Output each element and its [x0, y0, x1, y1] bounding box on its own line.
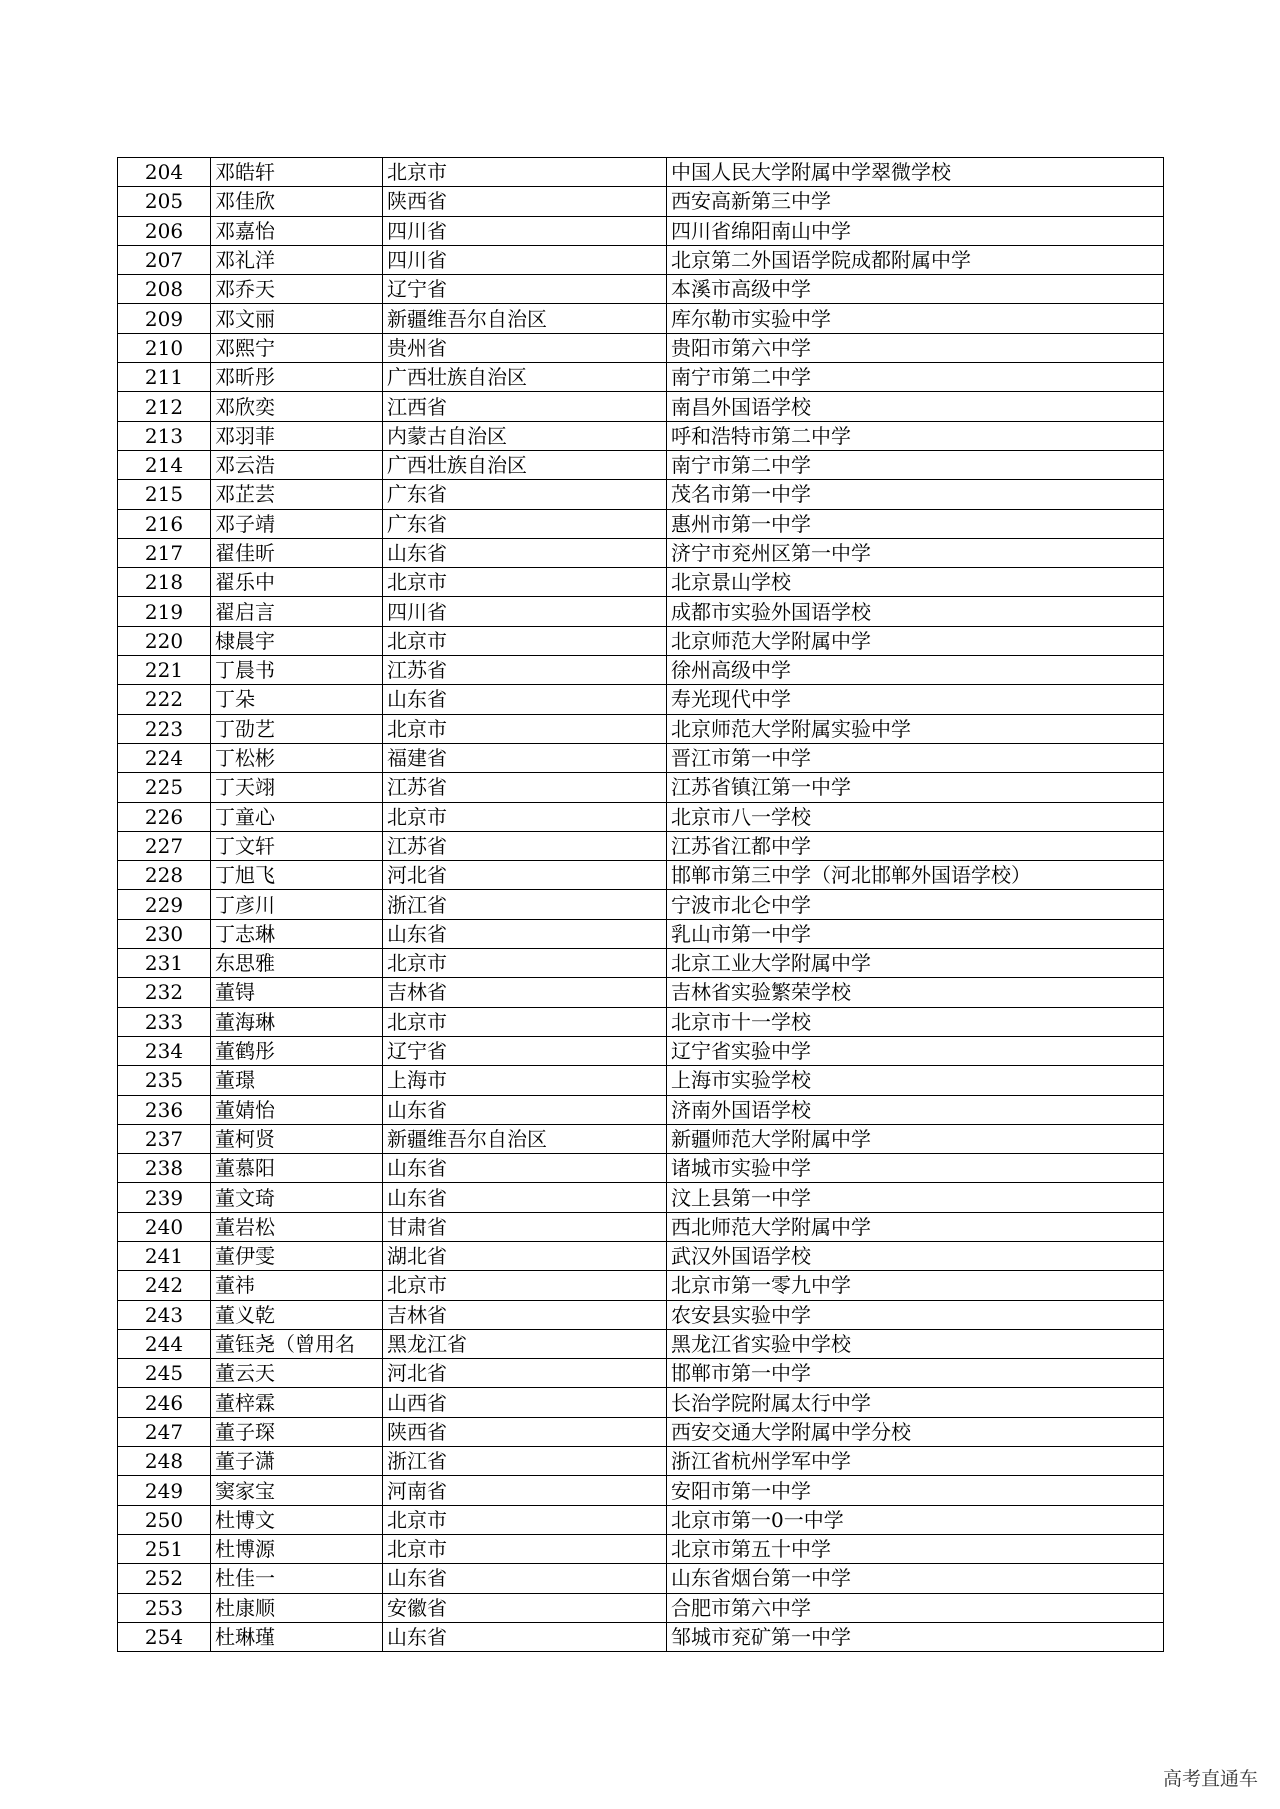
row-number-cell: 218: [118, 568, 211, 597]
row-number-cell: 212: [118, 392, 211, 421]
student-name-cell: 董云天: [211, 1359, 383, 1388]
province-cell: 新疆维吾尔自治区: [383, 1124, 667, 1153]
province-cell: 北京市: [383, 568, 667, 597]
student-name-cell: 董璟: [211, 1066, 383, 1095]
school-name-cell: 本溪市高级中学: [667, 275, 1164, 304]
row-number-cell: 231: [118, 949, 211, 978]
school-name-cell: 江苏省镇江第一中学: [667, 773, 1164, 802]
table-row: [118, 450, 1164, 479]
school-name-cell: 北京市第五十中学: [667, 1534, 1164, 1563]
school-name-cell: 西北师范大学附属中学: [667, 1212, 1164, 1241]
province-cell: 山东省: [383, 685, 667, 714]
row-number-cell: 242: [118, 1271, 211, 1300]
school-name-cell: 西安交通大学附属中学分校: [667, 1417, 1164, 1446]
school-name-cell: 江苏省江都中学: [667, 831, 1164, 860]
province-cell: 福建省: [383, 743, 667, 772]
row-number-cell: 233: [118, 1007, 211, 1036]
row-number-cell: 241: [118, 1241, 211, 1270]
province-cell: 河北省: [383, 1359, 667, 1388]
student-name-cell: 窦家宝: [211, 1476, 383, 1505]
school-name-cell: 上海市实验学校: [667, 1066, 1164, 1095]
student-name-cell: 丁童心: [211, 802, 383, 831]
province-cell: 山西省: [383, 1388, 667, 1417]
student-name-cell: 邓羽菲: [211, 421, 383, 450]
row-number-cell: 205: [118, 187, 211, 216]
row-number-cell: 214: [118, 450, 211, 479]
province-cell: 黑龙江省: [383, 1329, 667, 1358]
student-name-cell: 邓熙宁: [211, 333, 383, 362]
row-number-cell: 232: [118, 978, 211, 1007]
table-row: [118, 802, 1164, 831]
province-cell: 北京市: [383, 1505, 667, 1534]
student-name-cell: 棣晨宇: [211, 626, 383, 655]
school-name-cell: 晋江市第一中学: [667, 743, 1164, 772]
school-name-cell: 北京市第一0一中学: [667, 1505, 1164, 1534]
table-row: [118, 1417, 1164, 1446]
row-number-cell: 251: [118, 1534, 211, 1563]
table-row: [118, 1505, 1164, 1534]
table-row: [118, 304, 1164, 333]
table-row: [118, 1212, 1164, 1241]
row-number-cell: 211: [118, 363, 211, 392]
table-row: [118, 773, 1164, 802]
student-name-cell: 邓子靖: [211, 509, 383, 538]
table-row: [118, 1066, 1164, 1095]
table-row: [118, 919, 1164, 948]
table-row: [118, 392, 1164, 421]
province-cell: 四川省: [383, 245, 667, 274]
student-name-cell: 董伊雯: [211, 1241, 383, 1270]
roster-table-body: [118, 158, 1164, 1652]
table-row: [118, 949, 1164, 978]
student-name-cell: 董子潇: [211, 1447, 383, 1476]
table-row: [118, 1447, 1164, 1476]
province-cell: 四川省: [383, 597, 667, 626]
table-row: [118, 187, 1164, 216]
row-number-cell: 210: [118, 333, 211, 362]
student-name-cell: 董祎: [211, 1271, 383, 1300]
row-number-cell: 207: [118, 245, 211, 274]
student-name-cell: 董锝: [211, 978, 383, 1007]
row-number-cell: 239: [118, 1183, 211, 1212]
row-number-cell: 227: [118, 831, 211, 860]
student-name-cell: 邓云浩: [211, 450, 383, 479]
school-name-cell: 黑龙江省实验中学校: [667, 1329, 1164, 1358]
school-name-cell: 济宁市兖州区第一中学: [667, 538, 1164, 567]
province-cell: 安徽省: [383, 1593, 667, 1622]
table-row: [118, 831, 1164, 860]
student-name-cell: 邓文丽: [211, 304, 383, 333]
province-cell: 山东省: [383, 1564, 667, 1593]
row-number-cell: 215: [118, 480, 211, 509]
row-number-cell: 221: [118, 656, 211, 685]
table-row: [118, 363, 1164, 392]
table-row: [118, 597, 1164, 626]
province-cell: 新疆维吾尔自治区: [383, 304, 667, 333]
school-name-cell: 南宁市第二中学: [667, 363, 1164, 392]
student-name-cell: 邓欣奕: [211, 392, 383, 421]
school-name-cell: 北京市八一学校: [667, 802, 1164, 831]
school-name-cell: 山东省烟台第一中学: [667, 1564, 1164, 1593]
school-name-cell: 北京工业大学附属中学: [667, 949, 1164, 978]
row-number-cell: 222: [118, 685, 211, 714]
row-number-cell: 245: [118, 1359, 211, 1388]
student-name-cell: 邓嘉怡: [211, 216, 383, 245]
province-cell: 北京市: [383, 1271, 667, 1300]
student-name-cell: 杜琳瑾: [211, 1622, 383, 1651]
row-number-cell: 234: [118, 1036, 211, 1065]
student-name-cell: 董婧怡: [211, 1095, 383, 1124]
school-name-cell: 济南外国语学校: [667, 1095, 1164, 1124]
school-name-cell: 吉林省实验繁荣学校: [667, 978, 1164, 1007]
province-cell: 内蒙古自治区: [383, 421, 667, 450]
province-cell: 北京市: [383, 949, 667, 978]
province-cell: 广东省: [383, 509, 667, 538]
province-cell: 浙江省: [383, 1447, 667, 1476]
table-row: [118, 1359, 1164, 1388]
school-name-cell: 四川省绵阳南山中学: [667, 216, 1164, 245]
student-name-cell: 丁旭飞: [211, 861, 383, 890]
row-number-cell: 237: [118, 1124, 211, 1153]
table-row: [118, 538, 1164, 567]
student-name-cell: 丁文轩: [211, 831, 383, 860]
school-name-cell: 茂名市第一中学: [667, 480, 1164, 509]
table-row: [118, 275, 1164, 304]
province-cell: 山东省: [383, 1622, 667, 1651]
school-name-cell: 长治学院附属太行中学: [667, 1388, 1164, 1417]
student-name-cell: 董义乾: [211, 1300, 383, 1329]
table-row: [118, 1622, 1164, 1651]
school-name-cell: 邯郸市第三中学（河北邯郸外国语学校）: [667, 861, 1164, 890]
school-name-cell: 邯郸市第一中学: [667, 1359, 1164, 1388]
table-row: [118, 1593, 1164, 1622]
student-name-cell: 丁志琳: [211, 919, 383, 948]
school-name-cell: 新疆师范大学附属中学: [667, 1124, 1164, 1153]
table-row: [118, 216, 1164, 245]
school-name-cell: 汶上县第一中学: [667, 1183, 1164, 1212]
table-row: [118, 1241, 1164, 1270]
table-row: [118, 480, 1164, 509]
province-cell: 陕西省: [383, 1417, 667, 1446]
row-number-cell: 204: [118, 158, 211, 187]
table-row: [118, 890, 1164, 919]
school-name-cell: 北京第二外国语学院成都附属中学: [667, 245, 1164, 274]
row-number-cell: 253: [118, 1593, 211, 1622]
student-name-cell: 邓芷芸: [211, 480, 383, 509]
row-number-cell: 219: [118, 597, 211, 626]
row-number-cell: 225: [118, 773, 211, 802]
student-name-cell: 董鹤彤: [211, 1036, 383, 1065]
province-cell: 北京市: [383, 1007, 667, 1036]
table-row: [118, 568, 1164, 597]
table-row: [118, 245, 1164, 274]
school-name-cell: 南宁市第二中学: [667, 450, 1164, 479]
province-cell: 山东省: [383, 538, 667, 567]
student-name-cell: 丁彦川: [211, 890, 383, 919]
table-row: [118, 1007, 1164, 1036]
row-number-cell: 226: [118, 802, 211, 831]
table-row: [118, 1271, 1164, 1300]
row-number-cell: 240: [118, 1212, 211, 1241]
student-name-cell: 翟佳昕: [211, 538, 383, 567]
row-number-cell: 229: [118, 890, 211, 919]
table-row: [118, 1300, 1164, 1329]
school-name-cell: 武汉外国语学校: [667, 1241, 1164, 1270]
school-name-cell: 北京市十一学校: [667, 1007, 1164, 1036]
province-cell: 陕西省: [383, 187, 667, 216]
table-row: [118, 626, 1164, 655]
student-name-cell: 丁劭艺: [211, 714, 383, 743]
school-name-cell: 农安县实验中学: [667, 1300, 1164, 1329]
table-row: [118, 714, 1164, 743]
table-row: [118, 1124, 1164, 1153]
school-name-cell: 安阳市第一中学: [667, 1476, 1164, 1505]
province-cell: 辽宁省: [383, 1036, 667, 1065]
school-name-cell: 邹城市兖矿第一中学: [667, 1622, 1164, 1651]
province-cell: 甘肃省: [383, 1212, 667, 1241]
province-cell: 山东省: [383, 1183, 667, 1212]
student-name-cell: 丁松彬: [211, 743, 383, 772]
row-number-cell: 216: [118, 509, 211, 538]
province-cell: 广东省: [383, 480, 667, 509]
table-row: [118, 1154, 1164, 1183]
province-cell: 江苏省: [383, 831, 667, 860]
school-name-cell: 乳山市第一中学: [667, 919, 1164, 948]
school-name-cell: 寿光现代中学: [667, 685, 1164, 714]
student-name-cell: 邓乔天: [211, 275, 383, 304]
school-name-cell: 辽宁省实验中学: [667, 1036, 1164, 1065]
row-number-cell: 230: [118, 919, 211, 948]
row-number-cell: 243: [118, 1300, 211, 1329]
school-name-cell: 库尔勒市实验中学: [667, 304, 1164, 333]
row-number-cell: 247: [118, 1417, 211, 1446]
row-number-cell: 249: [118, 1476, 211, 1505]
student-name-cell: 杜佳一: [211, 1564, 383, 1593]
row-number-cell: 238: [118, 1154, 211, 1183]
student-name-cell: 董柯贤: [211, 1124, 383, 1153]
student-name-cell: 杜康顺: [211, 1593, 383, 1622]
student-name-cell: 邓礼洋: [211, 245, 383, 274]
school-name-cell: 诸城市实验中学: [667, 1154, 1164, 1183]
roster-sheet: [117, 157, 1164, 1652]
province-cell: 山东省: [383, 1095, 667, 1124]
student-name-cell: 董慕阳: [211, 1154, 383, 1183]
student-name-cell: 丁天翊: [211, 773, 383, 802]
school-name-cell: 西安高新第三中学: [667, 187, 1164, 216]
province-cell: 北京市: [383, 802, 667, 831]
row-number-cell: 246: [118, 1388, 211, 1417]
province-cell: 湖北省: [383, 1241, 667, 1270]
student-name-cell: 杜博文: [211, 1505, 383, 1534]
student-name-cell: 东思雅: [211, 949, 383, 978]
table-row: [118, 509, 1164, 538]
province-cell: 江苏省: [383, 773, 667, 802]
school-name-cell: 南昌外国语学校: [667, 392, 1164, 421]
province-cell: 北京市: [383, 626, 667, 655]
student-name-cell: 邓佳欣: [211, 187, 383, 216]
row-number-cell: 248: [118, 1447, 211, 1476]
school-name-cell: 徐州高级中学: [667, 656, 1164, 685]
province-cell: 吉林省: [383, 978, 667, 1007]
school-name-cell: 北京景山学校: [667, 568, 1164, 597]
table-row: [118, 1036, 1164, 1065]
province-cell: 北京市: [383, 1534, 667, 1563]
province-cell: 辽宁省: [383, 275, 667, 304]
row-number-cell: 209: [118, 304, 211, 333]
province-cell: 上海市: [383, 1066, 667, 1095]
row-number-cell: 252: [118, 1564, 211, 1593]
table-row: [118, 1329, 1164, 1358]
school-name-cell: 合肥市第六中学: [667, 1593, 1164, 1622]
table-row: [118, 1388, 1164, 1417]
province-cell: 广西壮族自治区: [383, 450, 667, 479]
province-cell: 山东省: [383, 919, 667, 948]
table-row: [118, 978, 1164, 1007]
row-number-cell: 250: [118, 1505, 211, 1534]
school-name-cell: 北京师范大学附属实验中学: [667, 714, 1164, 743]
row-number-cell: 213: [118, 421, 211, 450]
student-name-cell: 董海琳: [211, 1007, 383, 1036]
school-name-cell: 北京师范大学附属中学: [667, 626, 1164, 655]
roster-table: [117, 157, 1164, 1652]
province-cell: 江西省: [383, 392, 667, 421]
student-name-cell: 董子琛: [211, 1417, 383, 1446]
table-row: [118, 656, 1164, 685]
student-name-cell: 董梓霖: [211, 1388, 383, 1417]
row-number-cell: 223: [118, 714, 211, 743]
student-name-cell: 杜博源: [211, 1534, 383, 1563]
province-cell: 北京市: [383, 714, 667, 743]
row-number-cell: 220: [118, 626, 211, 655]
student-name-cell: 董文琦: [211, 1183, 383, 1212]
table-row: [118, 1534, 1164, 1563]
table-row: [118, 333, 1164, 362]
student-name-cell: 丁晨书: [211, 656, 383, 685]
row-number-cell: 206: [118, 216, 211, 245]
row-number-cell: 217: [118, 538, 211, 567]
province-cell: 吉林省: [383, 1300, 667, 1329]
school-name-cell: 呼和浩特市第二中学: [667, 421, 1164, 450]
school-name-cell: 宁波市北仑中学: [667, 890, 1164, 919]
table-row: [118, 743, 1164, 772]
row-number-cell: 228: [118, 861, 211, 890]
province-cell: 广西壮族自治区: [383, 363, 667, 392]
school-name-cell: 浙江省杭州学军中学: [667, 1447, 1164, 1476]
table-row: [118, 1564, 1164, 1593]
table-row: [118, 1183, 1164, 1212]
student-name-cell: 董岩松: [211, 1212, 383, 1241]
student-name-cell: 丁朵: [211, 685, 383, 714]
school-name-cell: 惠州市第一中学: [667, 509, 1164, 538]
student-name-cell: 翟启言: [211, 597, 383, 626]
province-cell: 河北省: [383, 861, 667, 890]
school-name-cell: 成都市实验外国语学校: [667, 597, 1164, 626]
student-name-cell: 邓昕彤: [211, 363, 383, 392]
school-name-cell: 贵阳市第六中学: [667, 333, 1164, 362]
province-cell: 河南省: [383, 1476, 667, 1505]
row-number-cell: 254: [118, 1622, 211, 1651]
table-row: [118, 158, 1164, 187]
province-cell: 浙江省: [383, 890, 667, 919]
school-name-cell: 北京市第一零九中学: [667, 1271, 1164, 1300]
province-cell: 贵州省: [383, 333, 667, 362]
student-name-cell: 翟乐中: [211, 568, 383, 597]
student-name-cell: 董钰尧（曾用名: [211, 1329, 383, 1358]
row-number-cell: 244: [118, 1329, 211, 1358]
province-cell: 山东省: [383, 1154, 667, 1183]
table-row: [118, 421, 1164, 450]
row-number-cell: 236: [118, 1095, 211, 1124]
watermark-text: 高考直通车: [1162, 1768, 1258, 1790]
table-row: [118, 1095, 1164, 1124]
table-row: [118, 1476, 1164, 1505]
school-name-cell: 中国人民大学附属中学翠微学校: [667, 158, 1164, 187]
row-number-cell: 224: [118, 743, 211, 772]
row-number-cell: 208: [118, 275, 211, 304]
province-cell: 四川省: [383, 216, 667, 245]
province-cell: 北京市: [383, 158, 667, 187]
row-number-cell: 235: [118, 1066, 211, 1095]
table-row: [118, 861, 1164, 890]
table-row: [118, 685, 1164, 714]
province-cell: 江苏省: [383, 656, 667, 685]
student-name-cell: 邓皓轩: [211, 158, 383, 187]
